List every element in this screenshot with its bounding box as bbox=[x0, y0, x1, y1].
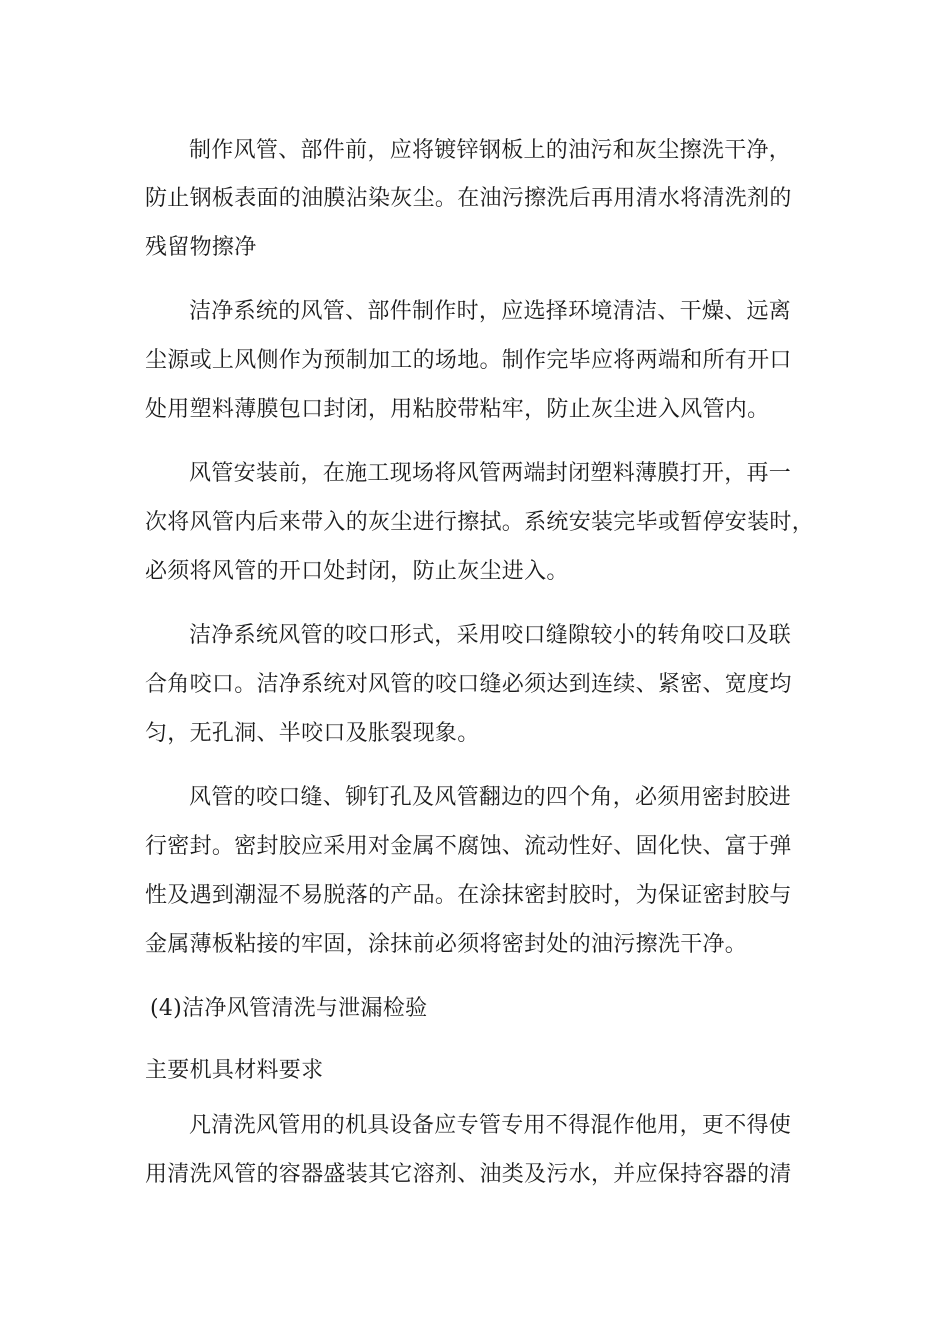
paragraph-line: 性及遇到潮湿不易脱落的产品。在涂抹密封胶时，为保证密封胶与 bbox=[145, 883, 792, 908]
section-heading: (4)洁净风管清洗与泄漏检验 bbox=[150, 996, 428, 1021]
paragraph-line: 风管安装前，在施工现场将风管两端封闭塑料薄膜打开，再一 bbox=[189, 461, 792, 486]
paragraph-line: 制作风管、部件前，应将镀锌钢板上的油污和灰尘擦洗干净， bbox=[189, 138, 792, 163]
paragraph-line: 处用塑料薄膜包口封闭，用粘胶带粘牢，防止灰尘进入风管内。 bbox=[145, 397, 770, 422]
paragraph-line: 金属薄板粘接的牢固，涂抹前必须将密封处的油污擦洗干净。 bbox=[145, 932, 748, 957]
paragraph-line: 合角咬口。洁净系统对风管的咬口缝必须达到连续、紧密、宽度均 bbox=[145, 672, 792, 697]
paragraph-line: 尘源或上风侧作为预制加工的场地。制作完毕应将两端和所有开口 bbox=[145, 348, 792, 373]
paragraph-line: 风管的咬口缝、铆钉孔及风管翻边的四个角，必须用密封胶进 bbox=[189, 785, 792, 810]
subheading: 主要机具材料要求 bbox=[145, 1058, 324, 1083]
paragraph-line: 行密封。密封胶应采用对金属不腐蚀、流动性好、固化快、富于弹 bbox=[145, 834, 792, 859]
paragraph-line: 凡清洗风管用的机具设备应专管专用不得混作他用，更不得使 bbox=[189, 1113, 792, 1138]
paragraph-line: 必须将风管的开口处封闭，防止灰尘进入。 bbox=[145, 559, 569, 584]
paragraph-line: 次将风管内后来带入的灰尘进行擦拭。系统安装完毕或暂停安装时， bbox=[145, 510, 815, 535]
paragraph-line: 残留物擦净 bbox=[145, 235, 257, 260]
paragraph-line: 防止钢板表面的油膜沾染灰尘。在油污擦洗后再用清水将清洗剂的 bbox=[145, 186, 792, 211]
paragraph-line: 洁净系统的风管、部件制作时，应选择环境清洁、干燥、远离 bbox=[189, 299, 792, 324]
paragraph-line: 匀，无孔洞、半咬口及胀裂现象。 bbox=[145, 721, 480, 746]
paragraph-line: 用清洗风管的容器盛装其它溶剂、油类及污水，并应保持容器的清 bbox=[145, 1162, 792, 1187]
paragraph-line: 洁净系统风管的咬口形式，采用咬口缝隙较小的转角咬口及联 bbox=[189, 623, 792, 648]
